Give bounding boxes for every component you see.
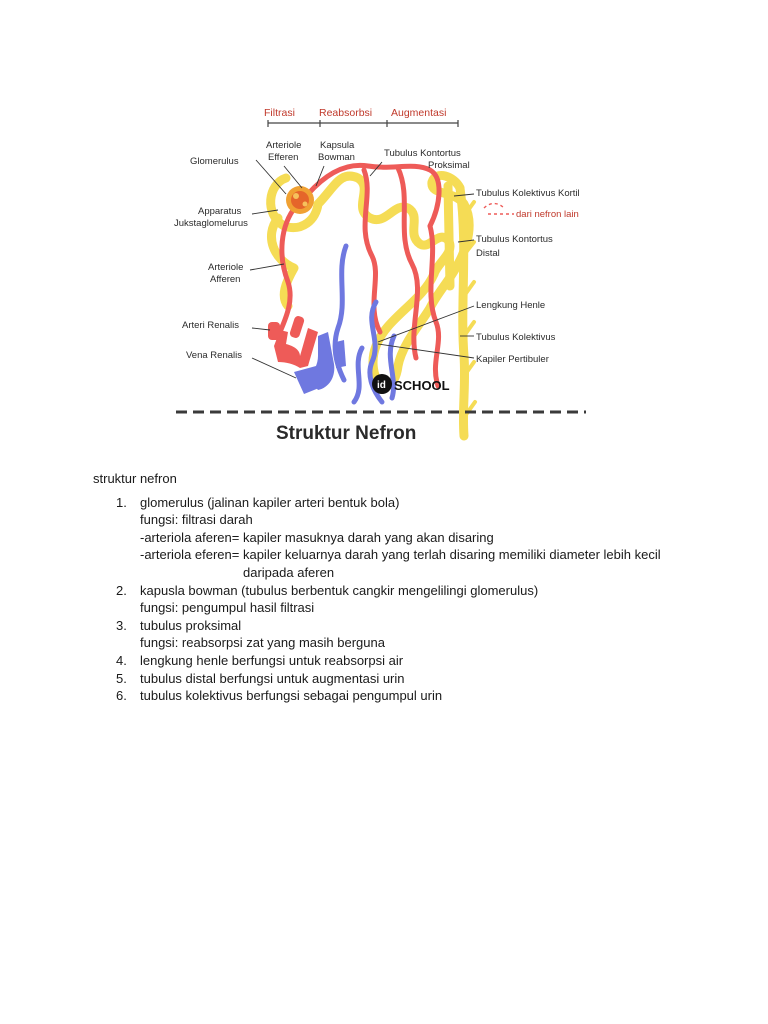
list-number: 3.	[116, 617, 127, 633]
label-arteriole-aferen-2: Afferen	[210, 274, 241, 285]
list-item	[93, 494, 693, 582]
collecting-duct	[460, 188, 465, 436]
document-body	[93, 470, 693, 705]
stage-reabsorbsi: Reabsorbsi	[319, 107, 373, 119]
figure-caption: Struktur Nefron	[276, 423, 417, 444]
label-kapsula-bowman-1: Kapsula	[320, 140, 355, 151]
label-lengkung-henle: Lengkung Henle	[476, 300, 546, 311]
list-line: fungsi: reabsorpsi zat yang masih berguna	[140, 635, 385, 651]
label-kapsula-bowman-2: Bowman	[318, 152, 355, 163]
logo-text: SCHOOL	[394, 378, 450, 393]
other-nephron-marker	[484, 204, 514, 215]
peritubular-capillary-2	[398, 168, 418, 358]
label-arteri-renalis: Arteri Renalis	[182, 320, 240, 331]
label-tubulus-distal-2: Distal	[476, 248, 500, 259]
vein-branch-4	[354, 348, 362, 402]
list-line: fungsi: filtrasi darah	[140, 512, 253, 528]
list-line: -arteriola aferen= kapiler masuknya darah yang akan disaring	[140, 529, 494, 545]
list-line: tubulus distal berfungsi untuk augmentasi urin	[140, 670, 405, 686]
list-line: fungsi: pengumpul hasil filtrasi	[140, 600, 315, 616]
stage-filtrasi: Filtrasi	[264, 107, 295, 119]
glomerulus-ball	[286, 186, 314, 214]
list-line: tubulus kolektivus berfungsi sebagai pengumpul urin	[140, 688, 443, 704]
nephron-diagram	[168, 96, 600, 448]
label-apparatus-1: Apparatus	[198, 206, 242, 217]
list-line: -arteriola eferen= kapiler keluarnya darah yang terlah disaring memiliki diameter lebih kecil	[140, 547, 661, 563]
list-number: 4.	[116, 652, 127, 668]
stage-bracket	[268, 120, 458, 127]
list-item	[93, 652, 693, 670]
list-item	[93, 670, 693, 688]
label-tubulus-proksimal-1: Tubulus Kontortus	[384, 148, 461, 159]
label-kolektivus-kortil: Tubulus Kolektivus Kortil	[476, 188, 580, 199]
list-item	[93, 617, 693, 652]
peritubular-capillary-3	[430, 226, 439, 386]
structure-list	[93, 494, 693, 705]
list-line: lengkung henle berfungsi untuk reabsorpsi air	[140, 652, 404, 668]
label-glomerulus: Glomerulus	[190, 156, 239, 167]
stage-augmentasi: Augmentasi	[391, 107, 447, 119]
list-item	[93, 687, 693, 705]
label-arteriole-aferen-1: Arteriole	[208, 262, 244, 273]
list-line: tubulus proksimal	[140, 617, 242, 633]
label-tubulus-distal-1: Tubulus Kontortus	[476, 234, 553, 245]
svg-text:id: id	[377, 380, 386, 391]
label-arteriole-efferen-2: Efferen	[268, 152, 299, 163]
label-tubulus-proksimal-2: Proksimal	[428, 160, 470, 171]
list-line: glomerulus (jalinan kapiler arteri bentuk bola)	[140, 494, 400, 510]
document-title: struktur nefron	[93, 471, 177, 486]
label-vena-renalis: Vena Renalis	[186, 350, 242, 361]
list-number: 1.	[116, 494, 127, 510]
list-line-continued: daripada aferen	[243, 564, 335, 580]
renal-artery	[268, 315, 318, 368]
nephron-figure	[168, 96, 600, 448]
cortical-duct	[448, 186, 450, 286]
label-dari-nefron-lain: dari nefron lain	[516, 209, 579, 220]
list-number: 5.	[116, 670, 127, 686]
list-number: 2.	[116, 582, 127, 598]
label-apparatus-2: Jukstaglomelurus	[174, 218, 248, 229]
list-number: 6.	[116, 688, 127, 704]
tubule-system	[271, 175, 469, 436]
list-line: kapusla bowman (tubulus berbentuk cangkir mengelilingi glomerulus)	[140, 582, 539, 598]
list-item	[93, 582, 693, 617]
label-arteriole-efferen-1: Arteriole	[266, 140, 302, 151]
label-tubulus-kolektivus: Tubulus Kolektivus	[476, 332, 556, 343]
label-kapiler-pertibuler: Kapiler Pertibuler	[476, 354, 549, 365]
